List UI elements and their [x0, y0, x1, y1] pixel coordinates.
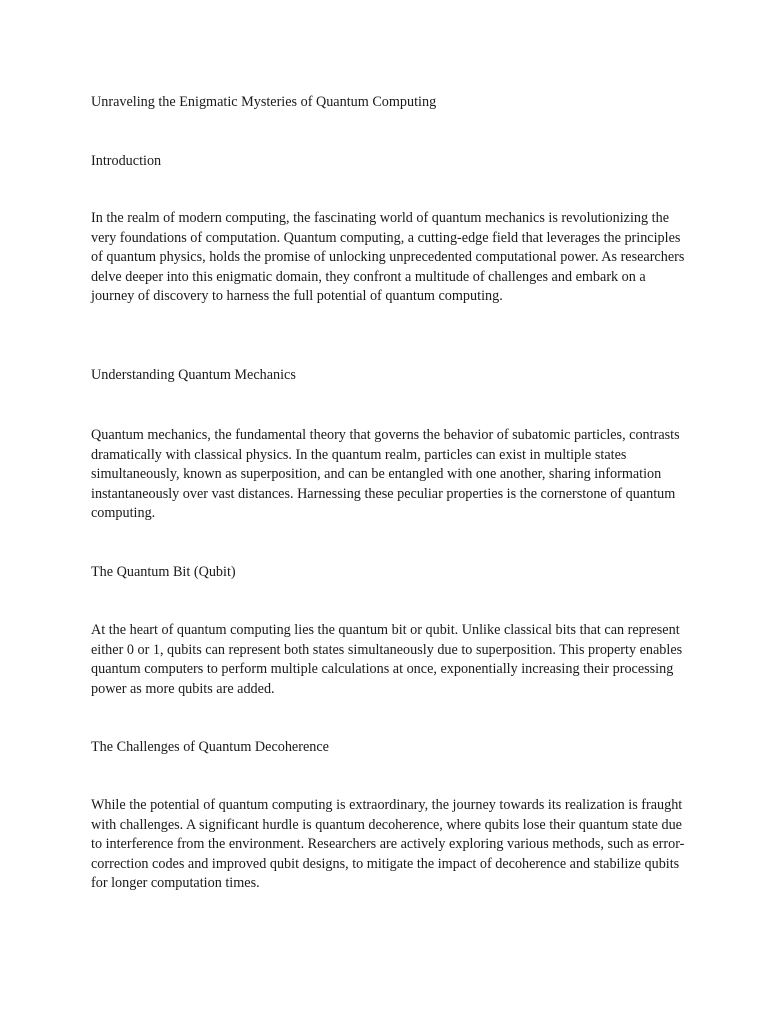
document-title: Unraveling the Enigmatic Mysteries of Quantum Computing — [91, 94, 437, 110]
section-paragraph-decoherence: While the potential of quantum computing is extraordinary, the journey towards its realization is fraught with challenges. A significant hurdle is quantum decoherence, where qubits lose their quantum state due to interference from the environment. Researchers are actively exploring various methods, such as error-correction codes and improved qubit designs, to mitigate the impact of decoherence and stabilize qubits for longer computation times. — [91, 797, 685, 892]
section-paragraph-quantum-mechanics: Quantum mechanics, the fundamental theory that governs the behavior of subatomic particles, contrasts dramatically with classical physics. In the quantum realm, particles can exist in multiple states simultaneously, known as superposition, and can be entangled with one another, sharing information instantaneously over vast distances. Harnessing these peculiar properties is the cornerstone of quantum computing. — [91, 427, 680, 522]
section-heading-decoherence: The Challenges of Quantum Decoherence — [91, 739, 329, 755]
section-heading-introduction: Introduction — [91, 153, 162, 169]
section-heading-qubit: The Quantum Bit (Qubit) — [91, 564, 236, 580]
section-paragraph-introduction: In the realm of modern computing, the fascinating world of quantum mechanics is revolutionizing the very foundations of computation. Quantum computing, a cutting-edge field that leverages the principles of quantum physics, holds the promise of unlocking unprecedented computational power. As researchers delve deeper into this enigmatic domain, they confront a multitude of challenges and embark on a journey of discovery to harness the full potential of quantum computing. — [91, 210, 685, 305]
section-paragraph-qubit: At the heart of quantum computing lies the quantum bit or qubit. Unlike classical bits that can represent either 0 or 1, qubits can represent both states simultaneously due to superposition. This property enables quantum computers to perform multiple calculations at once, exponentially increasing their processing power as more qubits are added. — [91, 622, 683, 697]
section-heading-quantum-mechanics: Understanding Quantum Mechanics — [91, 367, 296, 383]
